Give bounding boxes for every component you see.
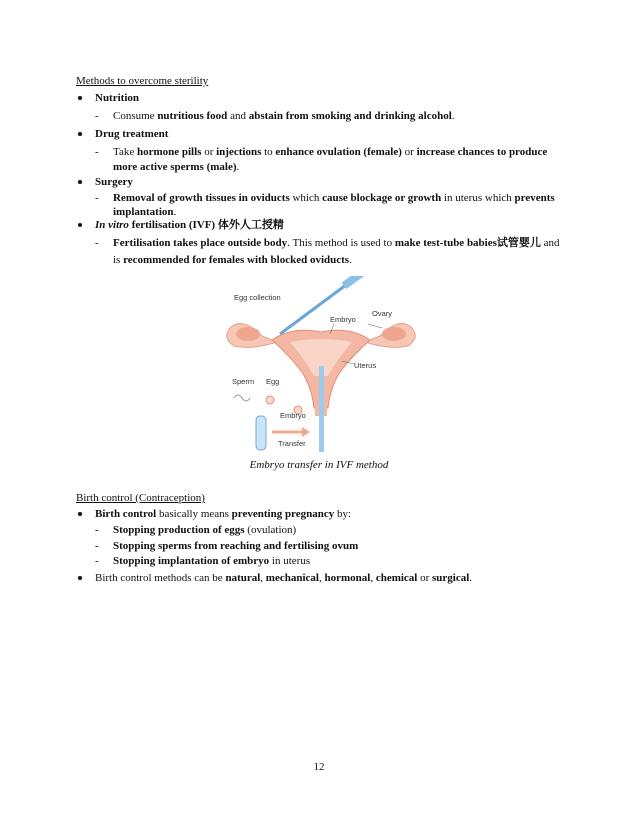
section-heading-contraception: Birth control (Contraception) (76, 492, 205, 504)
transfer-catheter (319, 366, 324, 452)
birth-control-definition: Birth control basically means preventing pregnancy by: (95, 508, 352, 520)
label-embryo-bottom: Embryo (280, 411, 306, 420)
item-surgery-title: Surgery (95, 176, 133, 188)
dash: - (95, 110, 99, 122)
ivf-detail-line2: is recommended for females with blocked oviducts. (113, 254, 352, 266)
dash: - (95, 524, 99, 536)
bullet (78, 512, 82, 516)
section-heading-sterility: Methods to overcome sterility (76, 75, 209, 87)
label-uterus: Uterus (354, 361, 377, 370)
label-ovary: Ovary (372, 309, 393, 318)
ivf-detail-line1: Fertilisation takes place outside body. This method is used to make test-tube babies试管婴儿 and (113, 236, 560, 249)
ovary-right (382, 327, 406, 341)
sperm-illustration (234, 395, 250, 401)
item-nutrition-title: Nutrition (95, 92, 139, 104)
contraception-item: Stopping implantation of embryo in uterus (113, 555, 311, 567)
bullet (78, 223, 82, 227)
dash: - (95, 146, 99, 158)
drug-detail-line2: more active sperms (male). (113, 161, 240, 173)
test-tube-icon (256, 416, 266, 450)
arrow-icon (272, 427, 310, 437)
ovary-left (236, 327, 260, 341)
page-number: 12 (313, 761, 325, 773)
dash: - (95, 540, 99, 552)
label-egg: Egg (266, 377, 280, 386)
figure-caption: Embryo transfer in IVF method (249, 459, 389, 471)
dash: - (95, 555, 99, 567)
bullet (78, 132, 82, 136)
label-egg-collection: Egg collection (234, 293, 281, 302)
item-drug-title: Drug treatment (95, 128, 169, 140)
label-transfer: Transfer (278, 439, 306, 448)
dash: - (95, 192, 99, 204)
birth-control-methods: Birth control methods can be natural, mechanical, hormonal, chemical or surgical. (95, 572, 473, 584)
surgery-detail-line1: Removal of growth tissues in oviducts which cause blockage or growth in uterus which prevents (113, 192, 555, 204)
nutrition-detail: Consume nutritious food and abstain from smoking and drinking alcohol. (113, 110, 455, 122)
item-ivf-title: In vitro fertilisation (IVF) 体外人工授精 (95, 218, 284, 231)
surgery-detail-line2: implantation. (113, 206, 177, 218)
drug-detail-line1: Take hormone pills or injections to enhance ovulation (female) or increase chances to produce (113, 146, 548, 158)
bullet (78, 576, 82, 580)
bullet (78, 96, 82, 100)
bullet (78, 180, 82, 184)
dash: - (95, 237, 99, 249)
label-sperm: Sperm (232, 377, 255, 386)
egg-collection-needle (280, 276, 364, 334)
contraception-item: Stopping sperms from reaching and fertilising ovum (113, 540, 359, 552)
label-embryo-top: Embryo (330, 315, 356, 324)
egg-illustration (266, 396, 274, 404)
contraception-item: Stopping production of eggs (ovulation) (113, 524, 297, 536)
ivf-illustration (222, 276, 420, 454)
